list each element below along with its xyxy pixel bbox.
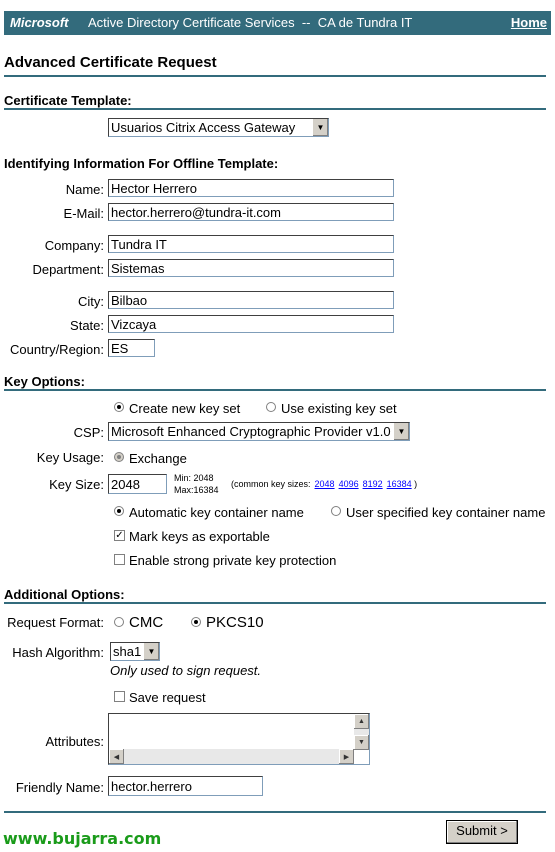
auto-container-label: Automatic key container name (129, 505, 304, 520)
name-label: Name: (65, 182, 104, 197)
email-field[interactable]: hector.herrero@tundra-it.com (108, 203, 394, 221)
csp-label: CSP: (73, 425, 104, 440)
key-size-link-8192[interactable]: 8192 (362, 479, 383, 489)
template-select[interactable] (108, 118, 329, 137)
horizontal-scrollbar[interactable] (109, 749, 354, 764)
divider (4, 75, 546, 77)
save-request-checkbox[interactable] (114, 691, 125, 702)
template-heading: Certificate Template: (4, 93, 132, 108)
chevron-down-icon[interactable]: ▼ (393, 423, 409, 440)
divider (4, 602, 546, 604)
strong-protection-checkbox[interactable] (114, 554, 125, 565)
watermark: www.bujarra.com (3, 829, 162, 848)
key-size-min: Min: 2048 (174, 473, 214, 483)
cmc-radio[interactable] (114, 617, 124, 627)
company-field[interactable]: Tundra IT (108, 235, 394, 253)
header-banner (4, 11, 551, 35)
user-container-radio[interactable] (331, 506, 341, 516)
exchange-radio[interactable] (114, 452, 124, 462)
key-size-field[interactable]: 2048 (108, 474, 167, 494)
scroll-left-icon[interactable]: ◀ (109, 749, 124, 764)
identity-heading: Identifying Information For Offline Template: (4, 156, 279, 171)
key-size-link-4096[interactable]: 4096 (338, 479, 359, 489)
additional-heading: Additional Options: (4, 587, 125, 602)
state-field[interactable]: Vizcaya (108, 315, 394, 333)
hash-select-value: sha1 (113, 644, 142, 659)
home-link[interactable]: Home (510, 15, 547, 30)
friendly-name-label: Friendly Name: (15, 780, 104, 795)
key-size-link-2048[interactable]: 2048 (314, 479, 335, 489)
exchange-label: Exchange (129, 451, 187, 466)
state-label: State: (70, 318, 104, 333)
department-label: Department: (32, 262, 104, 277)
hash-algorithm-label: Hash Algorithm: (12, 645, 104, 660)
chevron-down-icon[interactable]: ▼ (312, 119, 328, 136)
template-select-value: Usuarios Citrix Access Gateway (111, 120, 296, 135)
create-new-label: Create new key set (129, 401, 241, 416)
common-key-sizes (231, 479, 417, 489)
page-title: Advanced Certificate Request (4, 54, 217, 71)
city-label: City: (78, 294, 104, 309)
auto-container-radio[interactable] (114, 506, 124, 516)
common-sizes-suffix: ) (414, 479, 418, 489)
key-size-max: Max:16384 (174, 485, 219, 495)
divider (4, 108, 546, 110)
name-field[interactable]: Hector Herrero (108, 179, 394, 197)
city-field[interactable]: Bilbao (108, 291, 394, 309)
csp-select[interactable] (108, 422, 410, 441)
pkcs10-label: PKCS10 (206, 614, 264, 631)
pkcs10-radio[interactable] (191, 617, 201, 627)
key-size-link-16384[interactable]: 16384 (386, 479, 412, 489)
user-container-label: User specified key container name (346, 505, 546, 520)
chevron-down-icon[interactable]: ▼ (143, 643, 159, 660)
save-request-label: Save request (129, 690, 206, 705)
cmc-label: CMC (129, 614, 164, 631)
service-title: Active Directory Certificate Services -- CA de Tundra IT (88, 15, 413, 30)
csp-select-value: Microsoft Enhanced Cryptographic Provider v1.0 (111, 424, 391, 439)
scroll-right-icon[interactable]: ▶ (339, 749, 354, 764)
strong-protection-label: Enable strong private key protection (129, 553, 337, 568)
key-options-heading: Key Options: (4, 374, 85, 389)
scroll-down-icon[interactable]: ▼ (354, 735, 369, 750)
submit-button[interactable]: Submit > (446, 820, 518, 844)
country-label: Country/Region: (10, 342, 104, 357)
hash-select[interactable] (110, 642, 160, 661)
use-existing-radio[interactable] (266, 402, 276, 412)
exportable-checkbox[interactable]: ✓ (115, 530, 124, 541)
create-new-radio[interactable] (114, 402, 124, 412)
divider (4, 389, 546, 391)
exportable-label: Mark keys as exportable (129, 529, 270, 544)
company-label: Company: (44, 238, 104, 253)
request-format-label: Request Format: (7, 615, 104, 630)
attributes-textarea[interactable] (108, 713, 370, 765)
use-existing-label: Use existing key set (281, 401, 397, 416)
department-field[interactable]: Sistemas (108, 259, 394, 277)
common-sizes-prefix: (common key sizes: (231, 479, 311, 489)
brand-label: Microsoft (10, 15, 69, 30)
friendly-name-field[interactable]: hector.herrero (108, 776, 263, 796)
divider (4, 811, 546, 813)
hash-note: Only used to sign request. (110, 663, 262, 678)
key-usage-label: Key Usage: (36, 450, 104, 465)
attributes-label: Attributes: (45, 734, 104, 749)
key-size-label: Key Size: (49, 477, 104, 492)
country-field[interactable]: ES (108, 339, 155, 357)
email-label: E-Mail: (63, 206, 104, 221)
scroll-up-icon[interactable]: ▲ (354, 714, 369, 729)
